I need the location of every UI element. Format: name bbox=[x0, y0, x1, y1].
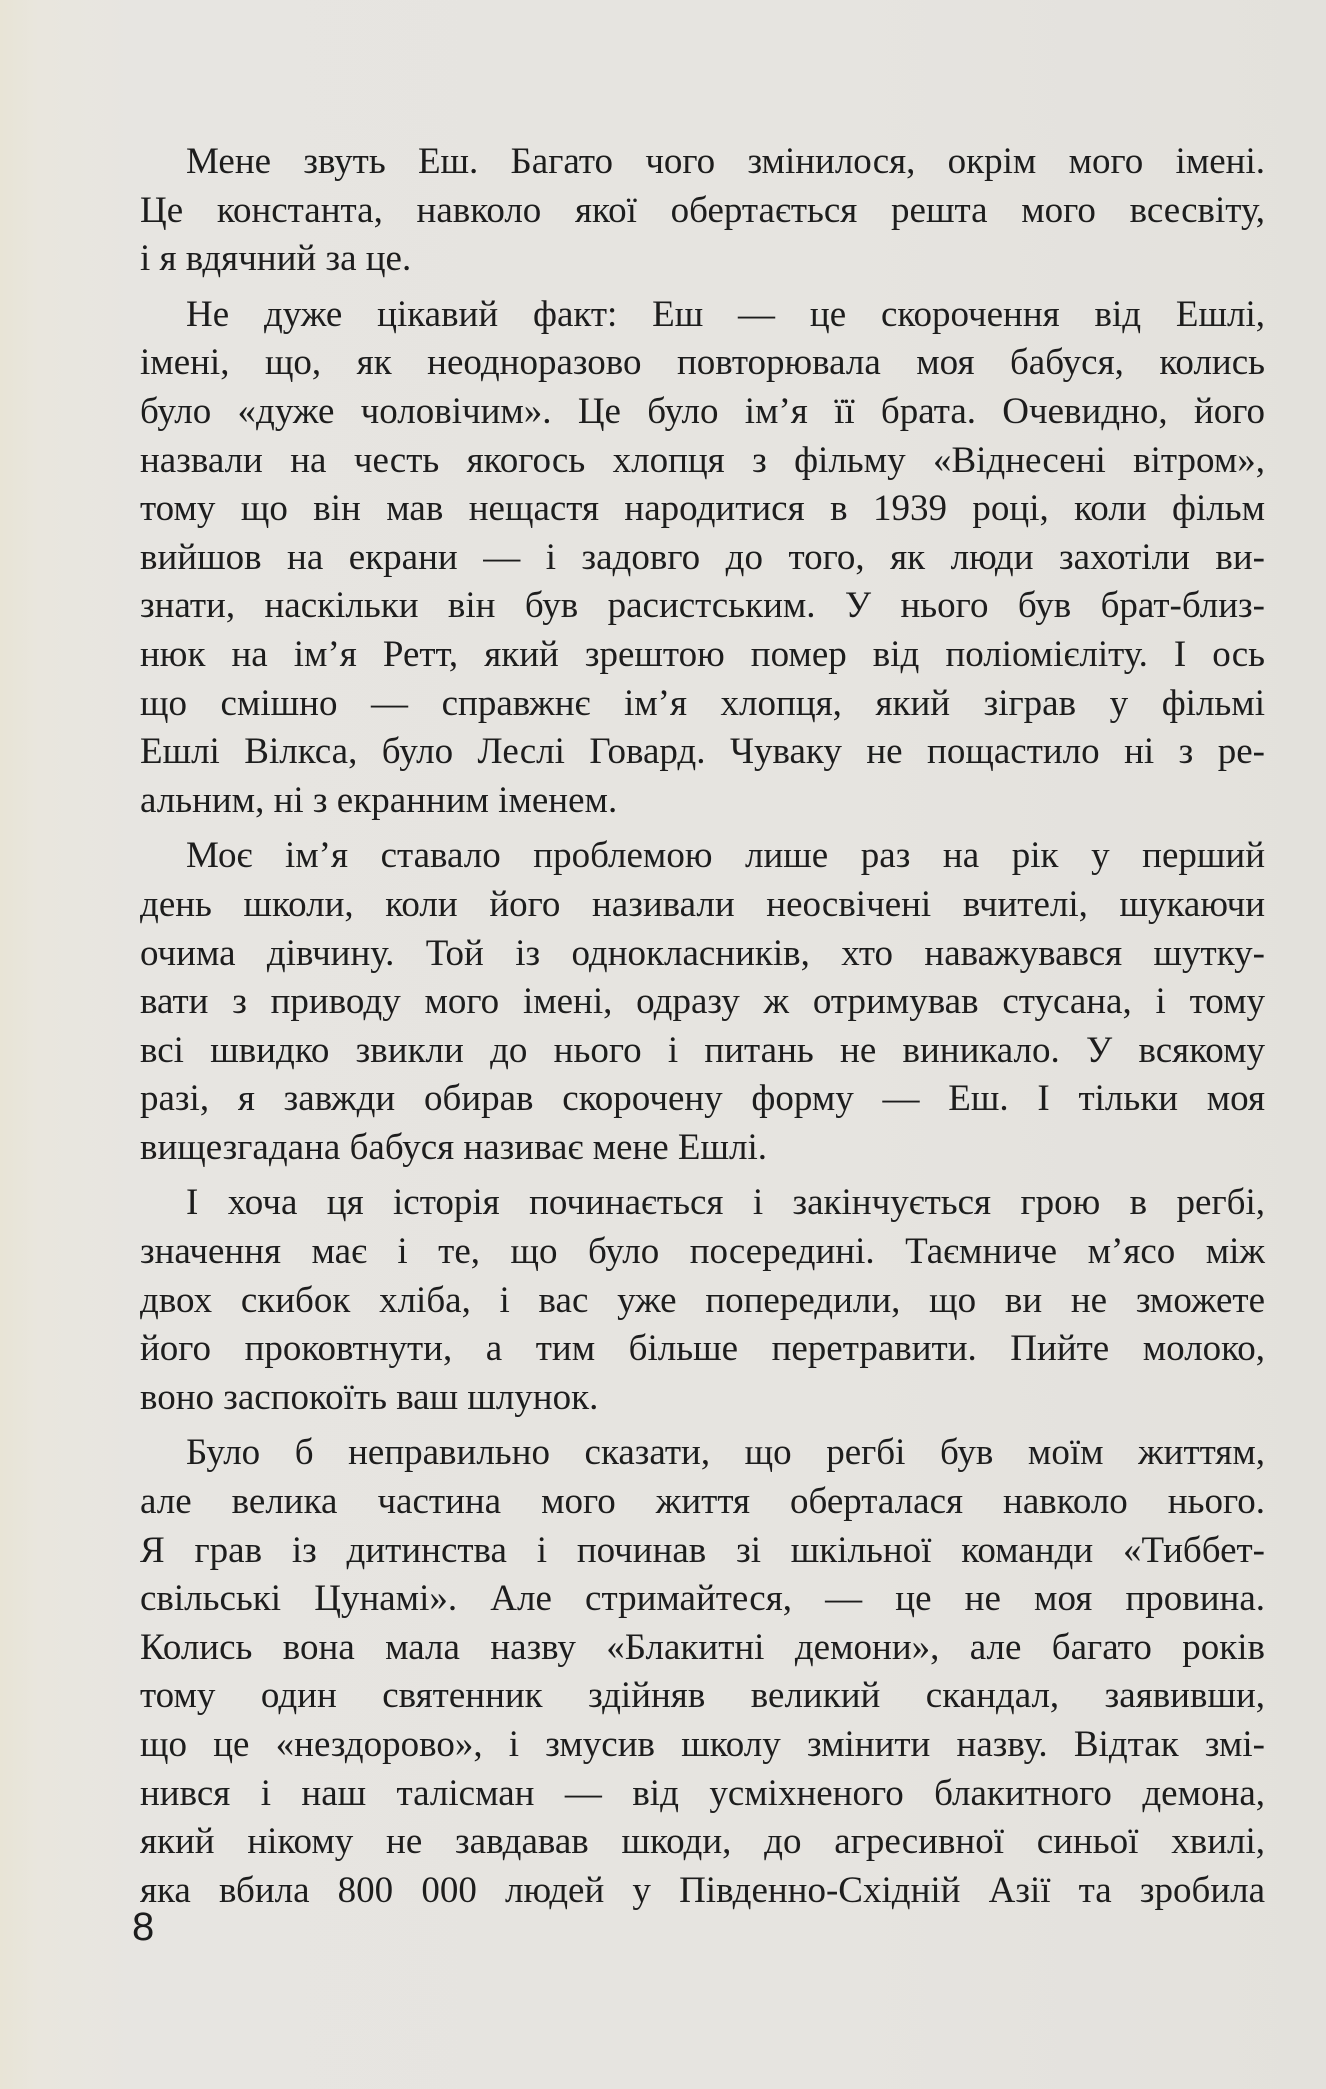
text-line: знати, наскільки він був расистським. У нього був брат-близ- bbox=[140, 585, 1265, 627]
text-line: І хоча ця історія починається і закінчується грою в регбі, bbox=[186, 1182, 1265, 1224]
text-line: нюк на ім’я Ретт, який зрештою помер від поліомієліту. І ось bbox=[140, 633, 1265, 675]
paragraph-gap bbox=[140, 284, 1265, 291]
text-line: альним, ні з екранним іменем. bbox=[140, 779, 618, 821]
text-line: що це «нездорово», і змусив школу змінити назву. Відтак змі- bbox=[140, 1724, 1265, 1765]
text-line: вати з приводу мого імені, одразу ж отримував стусана, і тому bbox=[140, 981, 1265, 1023]
text-line: його проковтнути, а тим більше перетравити. Пийте молоко, bbox=[140, 1328, 1265, 1370]
text-line: вищезгадана бабуся називає мене Ешлі. bbox=[140, 1126, 767, 1168]
text-line: Я грав із дитинства і починав зі шкільної команди «Тиббет- bbox=[140, 1529, 1265, 1571]
paragraph bbox=[140, 138, 1265, 284]
text-line: Моє ім’я ставало проблемою лише раз на рік у перший bbox=[186, 835, 1265, 877]
text-line: Колись вона мала назву «Блакитні демони», але багато років bbox=[140, 1626, 1265, 1668]
paragraph bbox=[140, 1429, 1265, 1915]
text-line: і я вдячний за це. bbox=[140, 238, 412, 280]
text-line: разі, я завжди обирав скорочену форму — Еш. І тільки моя bbox=[140, 1078, 1265, 1120]
text-line: Мене звуть Еш. Багато чого змінилося, окрім мого імені. bbox=[186, 141, 1265, 182]
text-line: всі швидко звикли до нього і питань не виникало. У всякому bbox=[140, 1029, 1265, 1071]
text-line: очима дівчину. Той із однокласників, хто наважувався шутку- bbox=[140, 932, 1265, 974]
text-line: Ешлі Вілкса, було Леслі Говард. Чуваку не пощастило ні з ре- bbox=[140, 731, 1265, 773]
text-line: день школи, коли його називали неосвічені вчителі, шукаючи bbox=[140, 883, 1265, 925]
text-line: двох скибок хліба, і вас уже попередили, що ви не зможете bbox=[140, 1279, 1265, 1321]
paragraph-gap bbox=[140, 1172, 1265, 1179]
body-text bbox=[140, 138, 1265, 1915]
text-line: вийшов на екрани — і задовго до того, як люди захотіли ви- bbox=[140, 536, 1265, 578]
text-line: яка вбила 800 000 людей у Південно-Східній Азії та зробила bbox=[140, 1869, 1265, 1911]
text-line: Не дуже цікавий факт: Еш — це скорочення від Ешлі, bbox=[186, 293, 1265, 335]
text-line: Було б неправильно сказати, що регбі був моїм життям, bbox=[186, 1432, 1265, 1474]
page-number: 8 bbox=[132, 1905, 155, 1949]
text-line: нився і наш талісман — від усміхненого блакитного демона, bbox=[140, 1772, 1265, 1814]
text-line: тому що він мав нещастя народитися в 1939 році, коли фільм bbox=[140, 488, 1265, 530]
text-line: тому один святенник здійняв великий скандал, заявивши, bbox=[140, 1675, 1265, 1717]
paragraph-gap bbox=[140, 1422, 1265, 1429]
text-line: воно заспокоїть ваш шлунок. bbox=[140, 1376, 599, 1418]
text-line: було «дуже чоловічим». Це було ім’я її брата. Очевидно, його bbox=[140, 390, 1265, 432]
text-line: що смішно — справжнє ім’я хлопця, який зіграв у фільмі bbox=[140, 682, 1265, 724]
paragraph bbox=[140, 291, 1265, 826]
text-line: імені, що, як неодноразово повторювала моя бабуся, колись bbox=[140, 342, 1265, 384]
text-line: значення має і те, що було посередині. Таємниче м’ясо між bbox=[140, 1231, 1265, 1273]
text-line: який нікому не завдавав шкоди, до агресивної синьої хвилі, bbox=[140, 1821, 1265, 1863]
text-line: Це константа, навколо якої обертається решта мого всесвіту, bbox=[140, 189, 1265, 231]
text-line: але велика частина мого життя оберталася навколо нього. bbox=[140, 1481, 1265, 1523]
text-line: назвали на честь якогось хлопця з фільму «Віднесені вітром», bbox=[140, 439, 1265, 481]
paragraph-gap bbox=[140, 825, 1265, 832]
text-line: свільські Цунамі». Але стримайтеся, — це не моя провина. bbox=[140, 1578, 1265, 1620]
paragraph bbox=[140, 1179, 1265, 1422]
paragraph bbox=[140, 832, 1265, 1172]
